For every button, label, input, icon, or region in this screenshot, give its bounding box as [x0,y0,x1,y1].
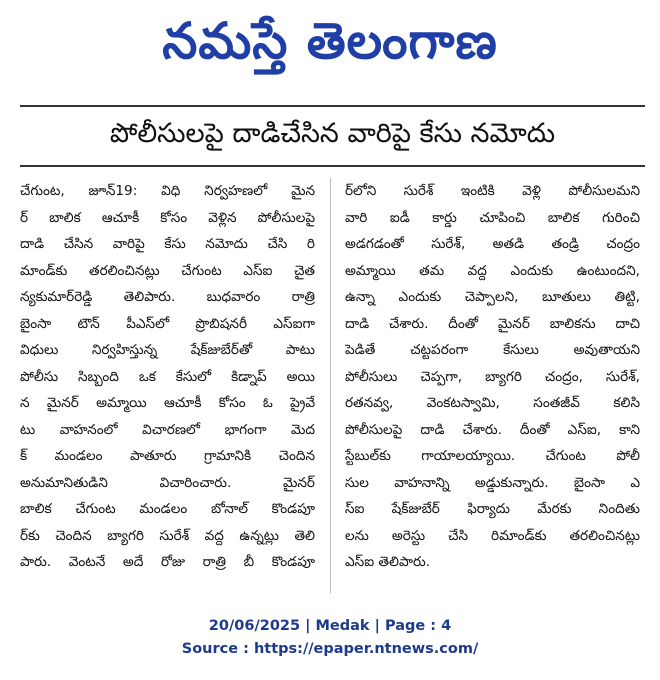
article-line: ఉన్నా ఎందుకు చెప్పాలని, బూతులు తిట్టి, [345,289,640,305]
article-line: పెడితే చట్టపరంగా కేసులు అవుతాయని [345,342,640,358]
source-link[interactable]: Source : https://epaper.ntnews.com/ [181,641,479,657]
article-line: స్టేబుల్‌కు గాయాలయ్యాయి. చేగుంట పోలీ [345,448,640,464]
newspaper-logo: నమస్తే తెలంగాణ [162,12,498,70]
article-line: అనుమానితుడిని విచారించారు. మైనర్ [20,474,315,491]
article-line: దాడి చేశారు. దీంతో మైనర్ బాలికను దాచి [345,315,640,332]
article-line: ర్‌కు చెందిన బ్యాగరి సురేశ్ వద్ద ఉన్నట్లు తెలి [20,527,315,544]
article-line: లను అరెస్టు చేసి రిమాండ్‌కు తరలించినట్లు [345,527,640,544]
article-line: మాండ్‌కు తరలించినట్లు చేగుంట ఎస్‌ఐ చైత [20,262,315,279]
article-line: పోలీసులు చెప్పగా, బ్యాగరి చంద్రం, సురేశ్, [345,368,640,385]
article-line: అడగడంతో సురేశ్, అతడి తండ్రి చంద్రం [345,236,640,252]
article-line: పారు. వెంటనే అదే రోజు రాత్రి బీ కొండపూ [20,554,315,570]
headline-bottom-rule [20,165,645,167]
article-line: స్‌ఐ షేక్‌జుబేర్ ఫిర్యాదు మేరకు నిందితు [345,501,640,517]
article-line: బైంసా టౌన్ పీఎస్‌లో ప్రొబిషనరీ ఎస్‌ఐగా [20,315,315,332]
article-line: రతనవ్వ, వెంకటస్వామి, సంతజీవ్ కలిసి [345,395,640,411]
article-headline: పోలీసులపై దాడిచేసిన వారిపై కేసు నమోదు [109,118,556,149]
article-left-column [20,178,315,576]
article-line: న మైనర్ అమ్మాయి ఆచూకీ కోసం ఓ ప్రైవే [20,395,315,411]
article-line: అమ్మాయి తమ వద్ద ఎందుకు ఉంటుందని, [345,262,640,279]
article-line: దాడి చేసిన వారిపై కేసు నమోదు చేసి రి [20,236,315,252]
article-line: ఎస్‌ఐ తెలిపారు. [345,554,431,570]
article-line: చేగుంట, జూన్19: విధి నిర్వహణలో మైన [20,183,315,199]
article-line: న్యకుమార్‌రెడ్డి తెలిపారు. బుధవారం రాత్రి [20,289,315,305]
article-line: ర్‌లోని సురేశ్ ఇంటికి వెళ్లి పోలీసులమని [345,183,640,199]
newspaper-masthead [0,0,660,82]
article-line: సుల వాహనాన్ని అడ్డుకున్నారు. బైంసా ఎ [345,474,640,491]
article-line: టు వాహనంలో విచారణలో భాగంగా మెద [20,421,315,438]
article-line: బాలిక చేగుంట మండలం బోనాల్ కొండపూ [20,501,315,517]
article-right-column [345,178,640,576]
column-divider [330,178,331,593]
article-line: విధులు నిర్వహిస్తున్న షేక్‌జుబేర్‌తో పాటు [20,342,315,358]
headline-top-rule [20,105,645,107]
edition-info: 20/06/2025 | Medak | Page : 4 [208,618,452,634]
article-line: క్ మండలం పాతూరు గ్రామానికి చెందిన [20,448,315,464]
article-line: ర్ బాలిక ఆచూకీ కోసం వెళ్లిన పోలీసులపై [20,209,315,226]
article-line: పోలీసులపై దాడి చేశారు. దీంతో ఎస్‌ఐ, కాని [345,421,640,438]
article-line: పోలీసు సిబ్బంది ఒక కేసులో కిడ్నాప్ అయి [20,368,315,385]
article-line: వారి ఐడీ కార్డు చూపించి బాలిక గురించి [345,209,640,226]
